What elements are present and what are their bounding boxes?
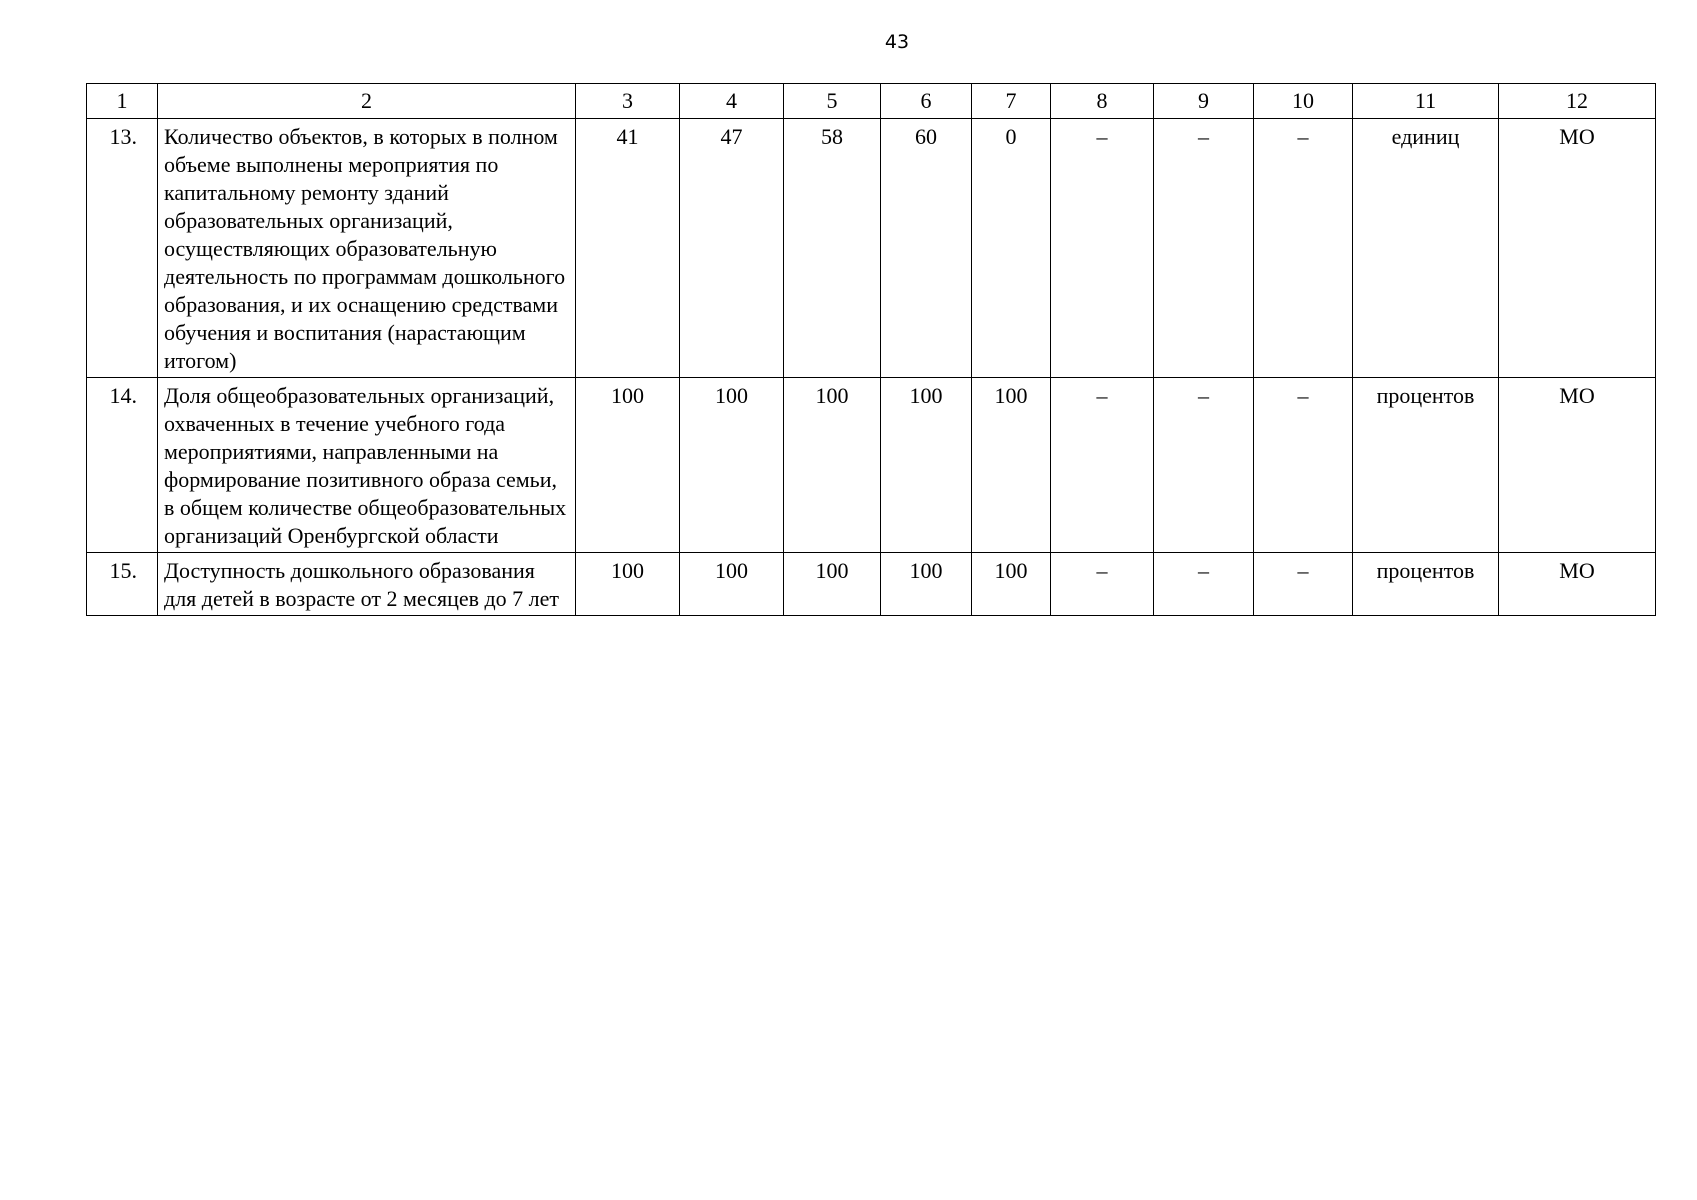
row-number: 13. bbox=[87, 119, 158, 378]
value-cell: 100 bbox=[784, 553, 881, 616]
table-row bbox=[87, 119, 1656, 378]
value-cell: 100 bbox=[680, 378, 784, 553]
value-cell: 100 bbox=[972, 378, 1051, 553]
value-cell: 100 bbox=[972, 553, 1051, 616]
indicators-table bbox=[86, 83, 1656, 616]
header-cell: 11 bbox=[1353, 84, 1499, 119]
value-cell: 41 bbox=[576, 119, 680, 378]
header-cell: 9 bbox=[1154, 84, 1254, 119]
table-row bbox=[87, 553, 1656, 616]
responsible-cell: МО bbox=[1499, 119, 1656, 378]
page-number: 43 bbox=[884, 31, 910, 53]
header-cell: 10 bbox=[1254, 84, 1353, 119]
table-header-row bbox=[87, 84, 1656, 119]
value-cell: 100 bbox=[881, 553, 972, 616]
header-cell: 7 bbox=[972, 84, 1051, 119]
value-cell: – bbox=[1154, 119, 1254, 378]
value-cell: – bbox=[1254, 119, 1353, 378]
value-cell: 47 bbox=[680, 119, 784, 378]
row-number: 14. bbox=[87, 378, 158, 553]
header-cell: 4 bbox=[680, 84, 784, 119]
value-cell: 100 bbox=[576, 378, 680, 553]
indicator-name: Доступность дошкольного образования для детей в возрасте от 2 месяцев до 7 лет bbox=[158, 553, 576, 616]
value-cell: 100 bbox=[881, 378, 972, 553]
header-cell: 12 bbox=[1499, 84, 1656, 119]
header-cell: 6 bbox=[881, 84, 972, 119]
value-cell: 100 bbox=[576, 553, 680, 616]
unit-cell: процентов bbox=[1353, 378, 1499, 553]
value-cell: – bbox=[1254, 553, 1353, 616]
value-cell: – bbox=[1154, 553, 1254, 616]
value-cell: – bbox=[1154, 378, 1254, 553]
header-cell: 2 bbox=[158, 84, 576, 119]
header-cell: 1 bbox=[87, 84, 158, 119]
table-row bbox=[87, 378, 1656, 553]
value-cell: 0 bbox=[972, 119, 1051, 378]
responsible-cell: МО bbox=[1499, 378, 1656, 553]
value-cell: 100 bbox=[784, 378, 881, 553]
row-number: 15. bbox=[87, 553, 158, 616]
responsible-cell: МО bbox=[1499, 553, 1656, 616]
unit-cell: процентов bbox=[1353, 553, 1499, 616]
header-cell: 3 bbox=[576, 84, 680, 119]
value-cell: – bbox=[1051, 553, 1154, 616]
header-cell: 5 bbox=[784, 84, 881, 119]
value-cell: – bbox=[1051, 119, 1154, 378]
unit-cell: единиц bbox=[1353, 119, 1499, 378]
indicator-name: Доля общеобразовательных организаций, охваченных в течение учебного года мероприятиями, направленными на формирование позитивного образа семьи, в общем количестве общеобразовательных организаций Оренбургской области bbox=[158, 378, 576, 553]
value-cell: 58 bbox=[784, 119, 881, 378]
value-cell: 60 bbox=[881, 119, 972, 378]
value-cell: – bbox=[1051, 378, 1154, 553]
indicator-name: Количество объектов, в которых в полном объеме выполнены мероприятия по капитальному ремонту зданий образовательных организаций, осуществляющих образовательную деятельность по программам дошкольного образования, и их оснащению средствами обучения и воспитания (нарастающим итогом) bbox=[158, 119, 576, 378]
value-cell: – bbox=[1254, 378, 1353, 553]
header-cell: 8 bbox=[1051, 84, 1154, 119]
value-cell: 100 bbox=[680, 553, 784, 616]
